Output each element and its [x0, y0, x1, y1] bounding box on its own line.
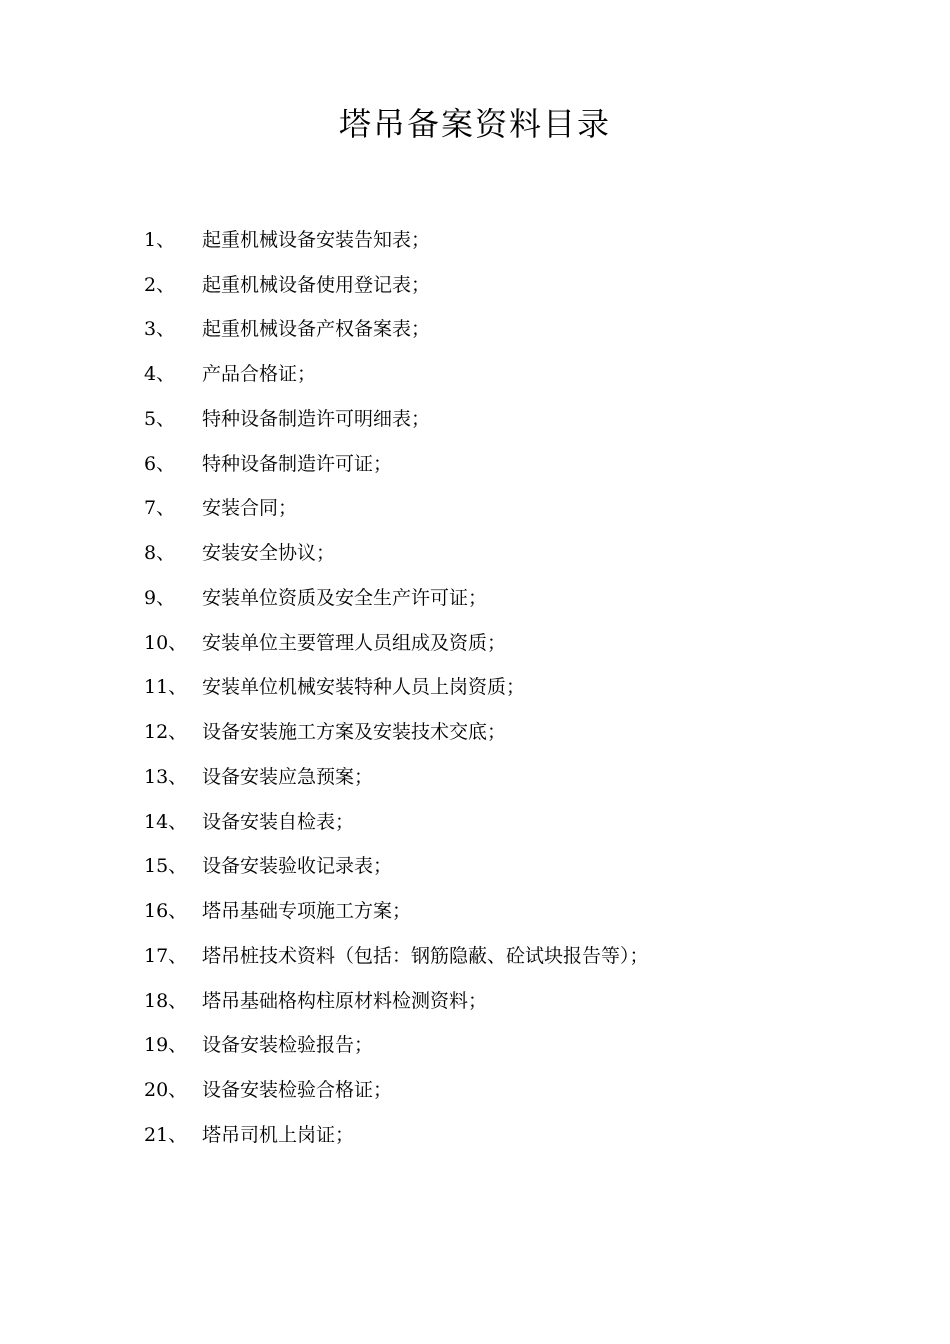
list-item: [144, 261, 884, 306]
list-item: [144, 753, 884, 798]
item-text: 设备安装验收记录表；: [202, 855, 393, 878]
item-number: 17、: [144, 944, 188, 967]
list-item: [144, 708, 884, 753]
item-number: 4、: [144, 363, 176, 386]
list-item: [144, 440, 884, 485]
item-text: 塔吊桩技术资料（包括：钢筋隐蔽、砼试块报告等）；: [202, 944, 649, 967]
item-text: 安装单位主要管理人员组成及资质；: [202, 631, 507, 654]
item-number: 2、: [144, 273, 176, 296]
list-item: [144, 932, 884, 977]
document-item-list: [144, 216, 884, 1156]
item-number: 7、: [144, 497, 176, 520]
list-item: [144, 395, 884, 440]
item-number: 20、: [144, 1079, 188, 1102]
item-text: 设备安装应急预案；: [202, 765, 374, 788]
item-number: 5、: [144, 407, 176, 430]
list-item: [144, 529, 884, 574]
item-text: 塔吊基础格构柱原材料检测资料；: [202, 989, 488, 1012]
list-item: [144, 1022, 884, 1067]
list-item: [144, 306, 884, 351]
list-item: [144, 887, 884, 932]
list-item: [144, 977, 884, 1022]
item-number: 21、: [144, 1123, 188, 1146]
item-text: 起重机械设备产权备案表；: [202, 318, 431, 341]
item-text: 安装单位资质及安全生产许可证；: [202, 586, 488, 609]
item-number: 16、: [144, 900, 188, 923]
item-text: 产品合格证；: [202, 363, 317, 386]
item-text: 起重机械设备安装告知表；: [202, 228, 431, 251]
item-text: 安装合同；: [202, 497, 298, 520]
list-item: [144, 619, 884, 664]
list-item: [144, 1111, 884, 1156]
list-item: [144, 485, 884, 530]
item-text: 安装安全协议；: [202, 542, 336, 565]
list-item: [144, 798, 884, 843]
item-number: 18、: [144, 989, 188, 1012]
item-text: 塔吊基础专项施工方案；: [202, 900, 412, 923]
list-item: [144, 843, 884, 888]
item-number: 3、: [144, 318, 176, 341]
item-text: 设备安装检验报告；: [202, 1034, 374, 1057]
item-text: 设备安装自检表；: [202, 810, 355, 833]
item-text: 起重机械设备使用登记表；: [202, 273, 431, 296]
item-number: 15、: [144, 855, 188, 878]
item-number: 6、: [144, 452, 176, 475]
item-text: 安装单位机械安装特种人员上岗资质；: [202, 676, 526, 699]
item-text: 特种设备制造许可证；: [202, 452, 393, 475]
list-item: [144, 1066, 884, 1111]
item-number: 1、: [144, 228, 176, 251]
list-item: [144, 216, 884, 261]
item-number: 14、: [144, 810, 188, 833]
item-number: 11、: [144, 676, 188, 699]
list-item: [144, 664, 884, 709]
item-number: 19、: [144, 1034, 188, 1057]
list-item: [144, 574, 884, 619]
item-number: 12、: [144, 721, 188, 744]
item-number: 13、: [144, 765, 188, 788]
item-number: 9、: [144, 586, 176, 609]
item-text: 特种设备制造许可明细表；: [202, 407, 431, 430]
item-number: 8、: [144, 542, 176, 565]
document-title: 塔吊备案资料目录: [338, 105, 611, 143]
item-text: 设备安装检验合格证；: [202, 1079, 393, 1102]
item-number: 10、: [144, 631, 188, 654]
list-item: [144, 350, 884, 395]
item-text: 设备安装施工方案及安装技术交底；: [202, 721, 507, 744]
item-text: 塔吊司机上岗证；: [202, 1123, 355, 1146]
